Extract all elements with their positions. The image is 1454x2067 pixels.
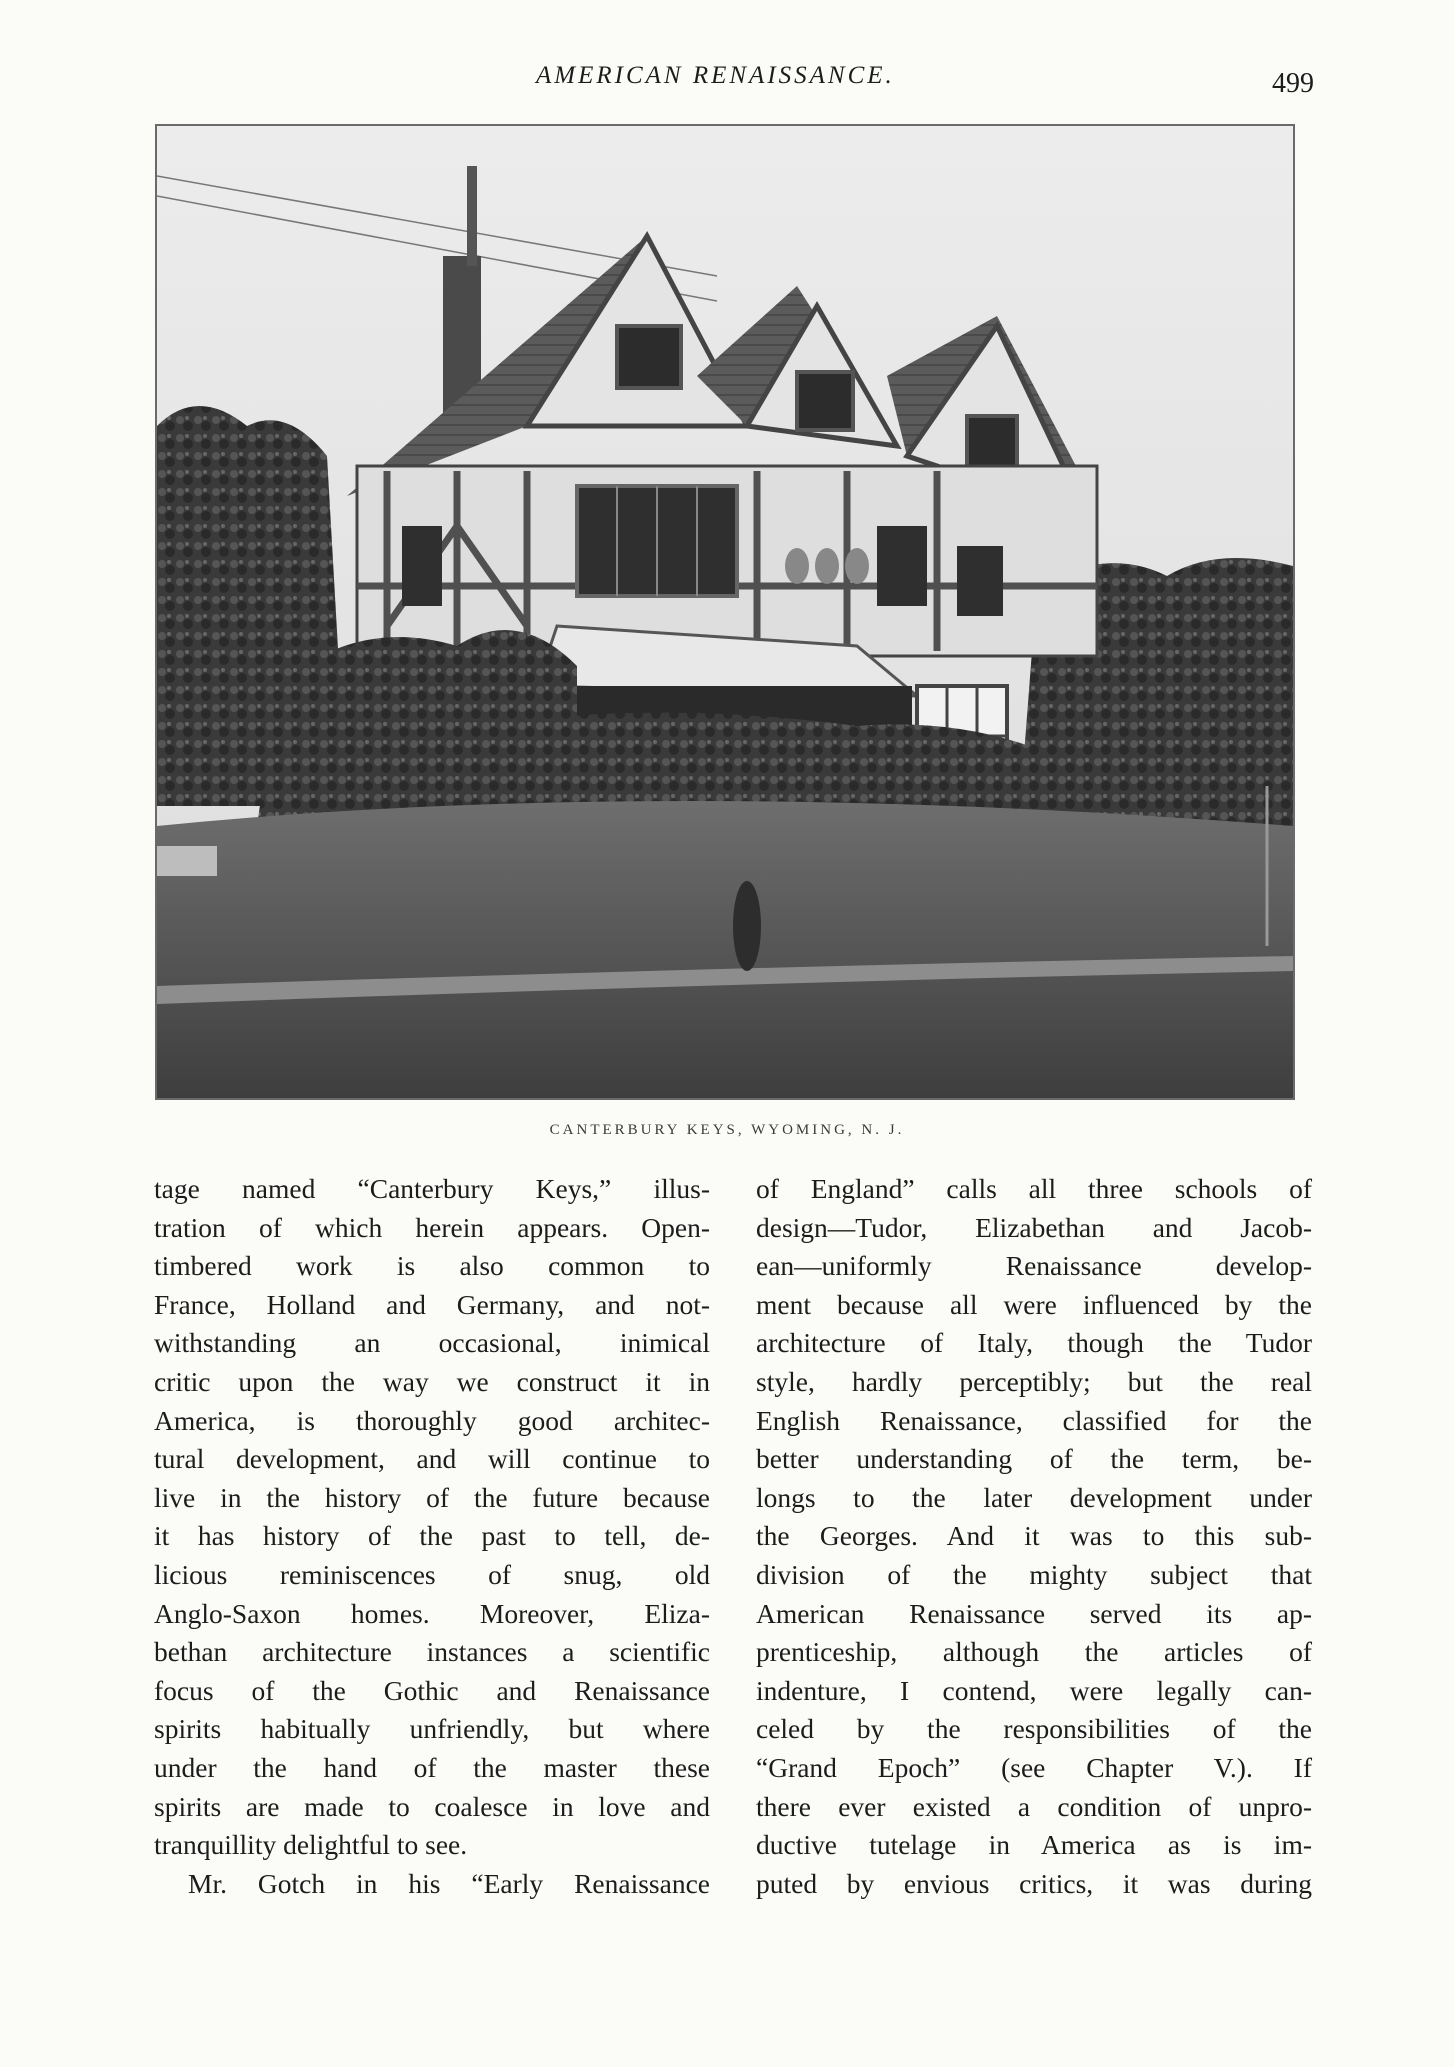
text-line: prenticeship, although the articles of xyxy=(756,1636,1312,1668)
text-line: division of the mighty subject that xyxy=(756,1558,1312,1590)
text-line: American Renaissance served its ap- xyxy=(756,1597,1312,1629)
text-line: design—Tudor, Elizabethan and Jacob- xyxy=(756,1211,1312,1243)
text-line: longs to the later development under xyxy=(756,1481,1312,1513)
house-photograph xyxy=(155,124,1295,1100)
text-line: live in the history of the future because xyxy=(154,1481,710,1513)
photo-caption: CANTERBURY KEYS, WYOMING, N. J. xyxy=(549,1122,905,1138)
text-line: architecture of Italy, though the Tudor xyxy=(756,1327,1312,1359)
text-line: style, hardly perceptibly; but the real xyxy=(756,1365,1312,1397)
text-line: critic upon the way we construct it in xyxy=(154,1365,710,1397)
text-line: focus of the Gothic and Renaissance xyxy=(154,1674,710,1706)
text-line: France, Holland and Germany, and not- xyxy=(154,1288,710,1320)
text-line: ean—uniformly Renaissance develop- xyxy=(756,1250,1312,1282)
text-line: tage named “Canterbury Keys,” illus- xyxy=(154,1173,710,1204)
text-line: the Georges. And it was to this sub- xyxy=(756,1520,1312,1552)
text-line: it has history of the past to tell, de- xyxy=(154,1520,710,1552)
text-line: puted by envious critics, it was during xyxy=(756,1867,1312,1899)
running-head xyxy=(0,62,1454,102)
text-line: Mr. Gotch in his “Early Renaissance xyxy=(188,1867,710,1899)
text-line: spirits habitually unfriendly, but where xyxy=(154,1713,710,1745)
text-line: English Renaissance, classified for the xyxy=(756,1404,1312,1436)
text-line: celed by the responsibilities of the xyxy=(756,1713,1312,1745)
house-illustration xyxy=(157,126,1293,1098)
text-line: tration of which herein appears. Open- xyxy=(154,1211,710,1243)
text-line: America, is thoroughly good architec- xyxy=(154,1404,710,1436)
text-line: Anglo-Saxon homes. Moreover, Eliza- xyxy=(154,1597,710,1629)
text-line: better understanding of the term, be- xyxy=(756,1443,1312,1475)
page-number: 499 xyxy=(1272,68,1314,99)
text-line: spirits are made to coalesce in love and xyxy=(154,1790,710,1822)
text-line: there ever existed a condition of unpro- xyxy=(756,1790,1312,1822)
text-line: timbered work is also common to xyxy=(154,1250,710,1282)
running-title: AMERICAN RENAISSANCE. xyxy=(536,62,895,89)
text-line: bethan architecture instances a scientific xyxy=(154,1636,710,1668)
text-line: tural development, and will continue to xyxy=(154,1443,710,1475)
left-column xyxy=(154,1170,710,1903)
text-line: indenture, I contend, were legally can- xyxy=(756,1674,1312,1706)
text-line: tranquillity delightful to see. xyxy=(154,1829,468,1861)
text-line: ment because all were influenced by the xyxy=(756,1288,1312,1320)
text-line: of England” calls all three schools of xyxy=(756,1173,1312,1204)
right-column xyxy=(756,1170,1312,1903)
text-line: ductive tutelage in America as is im- xyxy=(756,1829,1312,1861)
text-line: licious reminiscences of snug, old xyxy=(154,1558,710,1590)
text-line: “Grand Epoch” (see Chapter V.). If xyxy=(756,1751,1312,1783)
text-line: withstanding an occasional, inimical xyxy=(154,1327,710,1359)
text-line: under the hand of the master these xyxy=(154,1751,710,1783)
